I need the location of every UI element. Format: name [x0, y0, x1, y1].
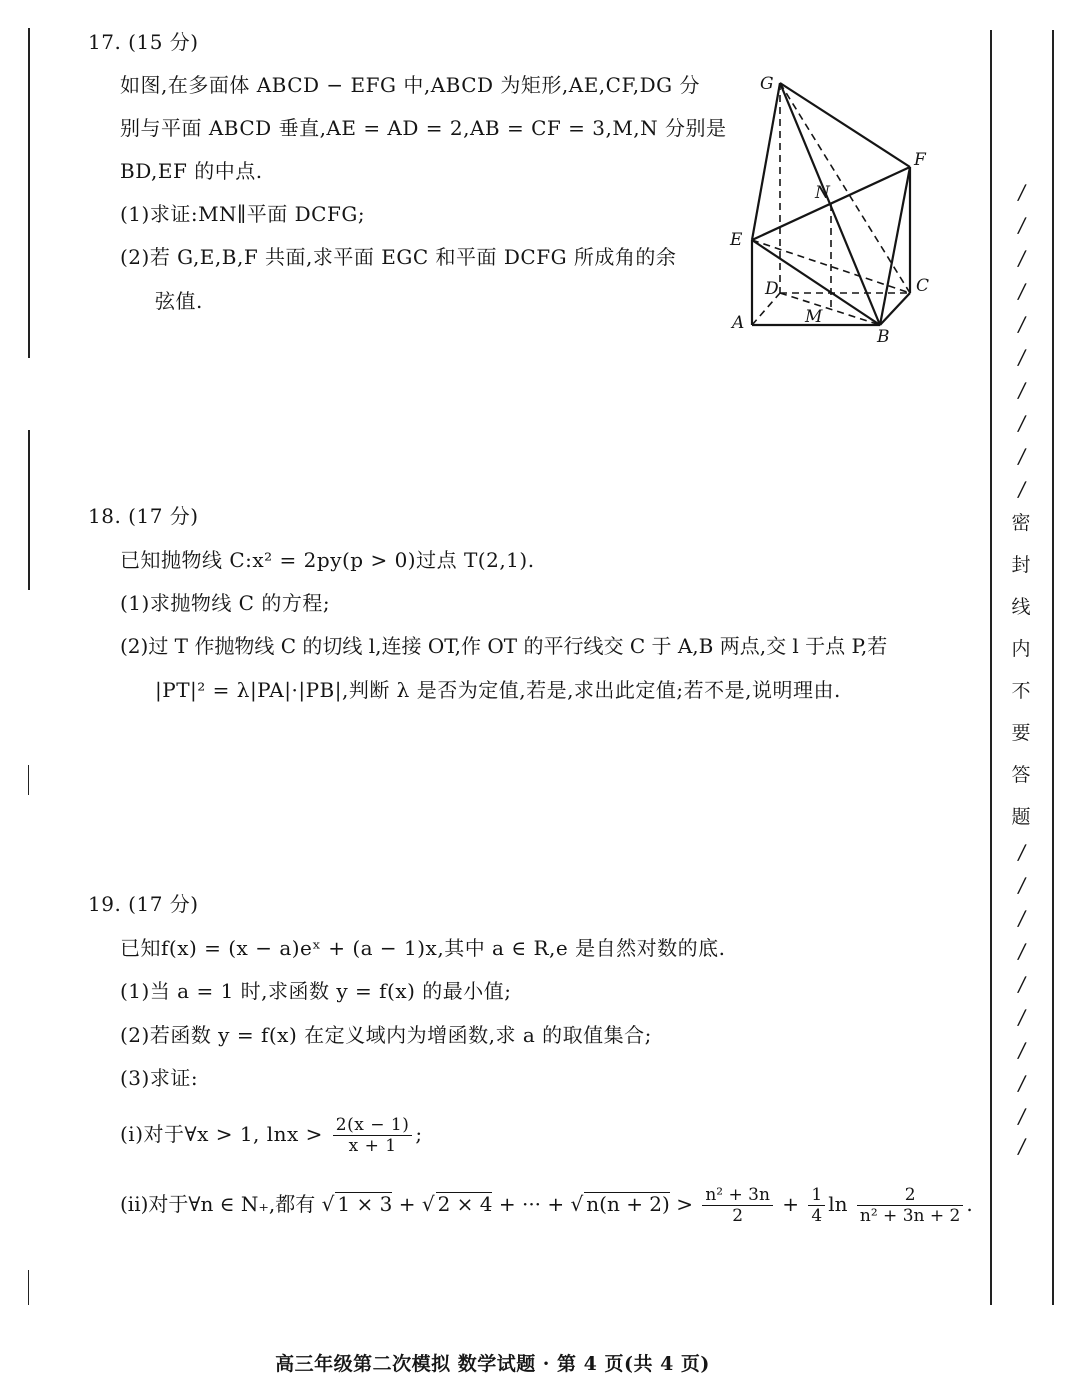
left-margin-line	[28, 430, 30, 590]
label-F: F	[914, 150, 926, 170]
seal-slash: /	[1016, 279, 1028, 303]
seal-slash: /	[1016, 345, 1028, 369]
seal-char: 不	[1011, 680, 1031, 702]
seal-slash: /	[1016, 1071, 1028, 1095]
q17-heading: 17. (15 分)	[88, 30, 199, 54]
sqrt-icon: √	[321, 1192, 335, 1216]
label-N: N	[815, 183, 830, 203]
q19-sub-i-end: ;	[415, 1122, 423, 1146]
q19-intro: 已知f(x) = (x − a)eˣ + (a − 1)x,其中 a ∈ R,e 是自然对数的底.	[120, 936, 726, 960]
seal-char: 内	[1011, 638, 1031, 660]
q19-sub-ii	[120, 1180, 973, 1228]
q19-sub-ii-f1-num: n² + 3n	[702, 1185, 773, 1206]
binding-line-outer	[1052, 30, 1054, 1305]
q19-sub-ii-plus-1: +	[398, 1192, 416, 1216]
q19-sub-ii-dots: + ··· +	[498, 1192, 565, 1216]
edge-DB	[780, 293, 880, 325]
q19-sub-ii-f2-num: 1	[808, 1185, 825, 1206]
seal-char: 线	[1011, 596, 1031, 618]
seal-slash: /	[1016, 972, 1028, 996]
q19-sub-i	[120, 1110, 423, 1158]
q17-intro-line1: 如图,在多面体 ABCD − EFG 中,ABCD 为矩形,AE,CF,DG 分	[120, 73, 700, 97]
q19-sub-i-prefix: (i)对于∀x > 1, lnx >	[120, 1122, 323, 1146]
q19-heading: 19. (17 分)	[88, 892, 199, 916]
edge-GE	[752, 83, 780, 240]
seal-slash: /	[1016, 939, 1028, 963]
q19-sub-i-denominator: x + 1	[348, 1136, 397, 1156]
q17-intro-line2: 别与平面 ABCD 垂直,AE = AD = 2,AB = CF = 3,M,N 分别是	[120, 116, 727, 140]
seal-slash: /	[1016, 1005, 1028, 1029]
seal-slash: /	[1016, 477, 1028, 501]
seal-slash: /	[1016, 906, 1028, 930]
q19-part3: (3)求证:	[120, 1066, 199, 1090]
q18-part2-line1: (2)过 T 作抛物线 C 的切线 l,连接 OT,作 OT 的平行线交 C 于 A,B 两点,交 l 于点 P,若	[120, 634, 888, 658]
seal-slash: /	[1016, 873, 1028, 897]
seal-char: 封	[1011, 554, 1031, 576]
left-margin-line	[28, 765, 29, 795]
label-E: E	[730, 230, 743, 250]
q19-sub-ii-plus-2: +	[782, 1192, 800, 1216]
q18-part2-line2: |PT|² = λ|PA|·|PB|,判断 λ 是否为定值,若是,求出此定值;若不是,说明理由.	[155, 678, 841, 702]
q19-sub-ii-fraction-3	[857, 1185, 963, 1226]
edge-FB	[880, 167, 910, 325]
q18-part1: (1)求抛物线 C 的方程;	[120, 591, 331, 615]
q17-part1: (1)求证:MN∥平面 DCFG;	[120, 202, 366, 226]
sqrt-icon: √	[421, 1192, 435, 1216]
label-C: C	[916, 276, 930, 296]
binding-line-inner	[990, 30, 992, 1305]
seal-slash: /	[1016, 180, 1028, 204]
q17-intro-line3: BD,EF 的中点.	[120, 159, 263, 183]
q19-sub-ii-prefix: (ii)对于∀n ∈ N₊,都有	[120, 1192, 316, 1216]
seal-char: 要	[1011, 722, 1031, 744]
q19-sub-ii-fraction-1	[702, 1185, 773, 1226]
label-G: G	[760, 74, 774, 94]
seal-slash: /	[1016, 246, 1028, 270]
q19-sub-ii-radicand-1: 1 × 3	[337, 1192, 393, 1216]
q19-sub-ii-radicand-3: n(n + 2)	[586, 1192, 670, 1216]
q19-sub-ii-f2-den: 4	[811, 1206, 823, 1226]
left-margin-line	[28, 28, 30, 358]
page-footer: 高三年级第二次模拟 数学试题 · 第 4 页(共 4 页)	[275, 1353, 710, 1375]
q19-sub-ii-end: .	[966, 1192, 973, 1216]
seal-slash: /	[1016, 1134, 1028, 1158]
seal-char: 题	[1011, 806, 1031, 828]
q17-part2-line1: (2)若 G,E,B,F 共面,求平面 EGC 和平面 DCFG 所成角的余	[120, 245, 677, 269]
seal-slash: /	[1016, 213, 1028, 237]
seal-slash: /	[1016, 411, 1028, 435]
seal-char: 答	[1011, 764, 1031, 786]
q18-heading: 18. (17 分)	[88, 504, 199, 528]
q19-part2: (2)若函数 y = f(x) 在定义域内为增函数,求 a 的取值集合;	[120, 1023, 652, 1047]
left-margin-line	[28, 1270, 29, 1305]
polyhedron-figure	[720, 65, 945, 350]
seal-slash: /	[1016, 312, 1028, 336]
q19-sub-ii-f3-den: n² + 3n + 2	[859, 1206, 961, 1226]
seal-slash: /	[1016, 1038, 1028, 1062]
seal-char: 密	[1011, 512, 1031, 534]
q19-sub-i-fraction	[333, 1115, 413, 1156]
label-M: M	[805, 307, 823, 327]
edge-GF	[780, 83, 910, 167]
q19-part1: (1)当 a = 1 时,求函数 y = f(x) 的最小值;	[120, 979, 512, 1003]
sqrt-icon: √	[570, 1192, 584, 1216]
seal-slash: /	[1016, 1104, 1028, 1128]
q17-part2-line2: 弦值.	[155, 289, 203, 313]
q19-sub-ii-ln: ln	[828, 1192, 848, 1216]
q19-sub-ii-fraction-2	[808, 1185, 825, 1226]
q19-sub-ii-gt: >	[676, 1192, 693, 1216]
seal-slash: /	[1016, 840, 1028, 864]
q19-sub-ii-f3-num: 2	[857, 1185, 963, 1206]
seal-slash: /	[1016, 444, 1028, 468]
q19-sub-ii-f1-den: 2	[732, 1206, 744, 1226]
q19-sub-ii-radicand-2: 2 × 4	[437, 1192, 493, 1216]
label-D: D	[765, 279, 779, 299]
seal-slash: /	[1016, 378, 1028, 402]
edge-GC	[780, 83, 910, 293]
q18-intro: 已知抛物线 C:x² = 2py(p > 0)过点 T(2,1).	[120, 548, 535, 572]
label-B: B	[877, 327, 890, 347]
q19-sub-i-numerator: 2(x − 1)	[333, 1115, 413, 1136]
label-A: A	[732, 313, 745, 333]
